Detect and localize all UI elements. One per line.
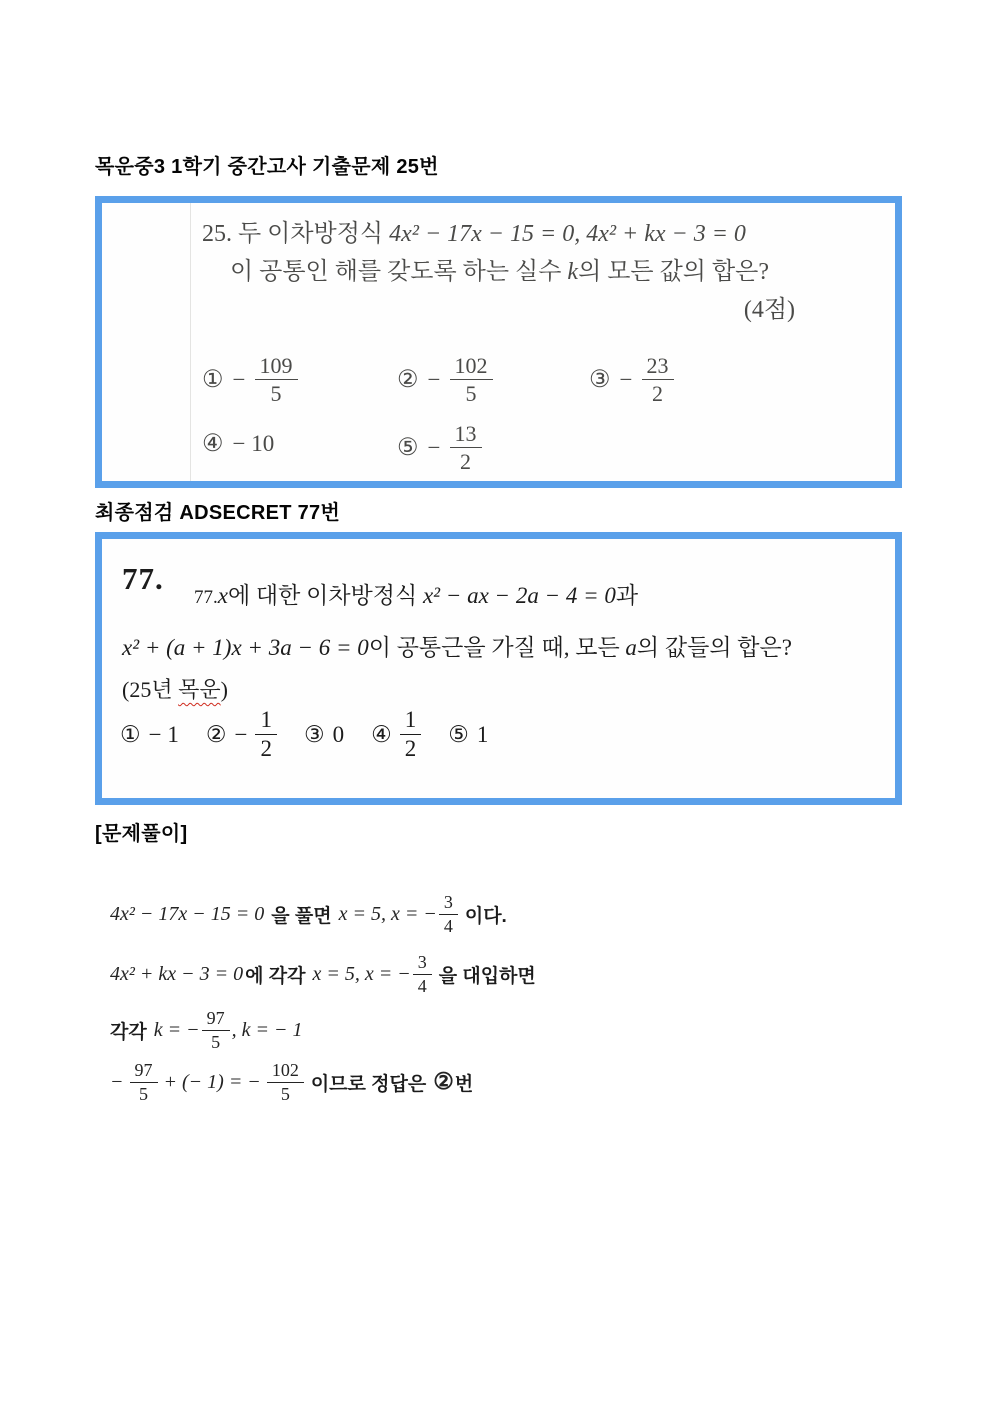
q25-choice-2-fraction: $\frac{102}{5}$	[450, 353, 493, 407]
q25-choice-3-fraction: $\frac{23}{2}$	[642, 353, 674, 407]
q77-choices-row	[120, 707, 488, 763]
q77-choice-2-fraction: $\frac{1}{2}$	[255, 707, 277, 763]
q77-line2-math: x² + (a + 1)x + 3a − 6 = 0	[122, 635, 369, 660]
q77-line1	[194, 577, 638, 610]
heading-q25: 목운중3 1학기 중간고사 기출문제 25번	[95, 156, 439, 178]
q25-choice-1	[202, 353, 298, 407]
q25-choice-5-fraction: $\frac{13}{2}$	[450, 421, 482, 475]
question-25-box	[95, 196, 902, 488]
sol4-fraction-1: $\frac{97}{5}$	[130, 1060, 158, 1104]
solution-line-4	[110, 1060, 473, 1104]
solution-line-2	[110, 952, 536, 996]
q77-line1-post: 과	[615, 583, 639, 608]
heading-q77: 최종점검 ADSECRET 77번	[95, 502, 341, 524]
q25-line2-var: k	[567, 259, 579, 285]
q25-line2	[230, 251, 769, 286]
q77-line1-prefix: 77.	[194, 587, 218, 608]
circled-1-icon: ①	[120, 721, 141, 747]
circled-1-icon: ①	[202, 367, 224, 394]
sol1-fraction: $\frac{3}{4}$	[439, 892, 458, 936]
sol3-fraction: $\frac{97}{5}$	[202, 1008, 230, 1052]
sol4-sum: − $\frac{97}{5}$ + (− 1) = − $\frac{102}{5}$	[110, 1060, 304, 1104]
q77-choice-5-value: 1	[476, 721, 489, 747]
q25-choice-3	[589, 353, 674, 407]
q77-line1-var: x	[217, 583, 228, 608]
q77-choice-4-fraction: $\frac{1}{2}$	[400, 707, 422, 763]
sol2-korean-post: 을 대입하면	[438, 965, 536, 987]
sol4-fraction-2: $\frac{102}{5}$	[267, 1060, 304, 1104]
q77-source-marked: 목운	[178, 677, 221, 702]
circled-5-icon: ⑤	[448, 721, 469, 747]
q25-line1-korean: 25. 두 이차방정식	[202, 221, 390, 247]
q77-choice-4	[371, 707, 421, 763]
sol2-fraction: $\frac{3}{4}$	[413, 952, 432, 996]
circled-4-icon: ④	[371, 721, 392, 747]
q77-source	[122, 673, 228, 704]
q25-line2-korean-post: 의 모든 값의 합은?	[578, 259, 770, 285]
q25-choice-2	[397, 353, 493, 407]
circled-4-icon: ④	[202, 431, 224, 457]
sol1-korean: 을 풀면	[271, 905, 332, 927]
q25-choice-1-fraction: $\frac{109}{5}$	[255, 353, 298, 407]
q25-points: (4점)	[743, 297, 795, 323]
q25-choice-2-sign: −	[427, 366, 441, 392]
q25-choice-4-value: − 10	[232, 430, 275, 456]
q25-line1-math: 4x² − 17x − 15 = 0, 4x² + kx − 3 = 0	[389, 221, 746, 247]
q77-line2	[122, 629, 792, 662]
q77-choice-3-value: 0	[332, 721, 345, 747]
sol3-korean: 각각	[110, 1021, 147, 1043]
circled-2-answer-icon: ②	[433, 1069, 454, 1095]
q25-choice-4	[202, 429, 274, 458]
q25-choice-3-sign: −	[619, 366, 633, 392]
sol3-k-values: k = − $\frac{97}{5}$ , k = − 1	[153, 1008, 303, 1052]
q77-choice-2-sign: −	[234, 721, 248, 747]
q77-line1-korean: 에 대한 이차방정식	[227, 583, 423, 608]
sol2-roots: x = 5, x = − $\frac{3}{4}$	[312, 952, 431, 996]
solution-line-3	[110, 1008, 302, 1052]
q25-choice-1-sign: −	[232, 366, 246, 392]
question-77-box	[95, 532, 902, 805]
solution-line-1	[110, 892, 507, 936]
q77-source-pre: (25년	[122, 677, 179, 702]
q25-line2-korean: 이 공통인 해를 갖도록 하는 실수	[230, 259, 568, 285]
q25-choice-5	[397, 421, 482, 475]
q25-line1	[202, 213, 746, 248]
q77-choice-2	[206, 707, 277, 763]
q77-line2-var: a	[625, 635, 637, 660]
circled-3-icon: ③	[589, 367, 611, 394]
q77-line2-post: 의 값들의 합은?	[636, 635, 792, 660]
sol2-head: 4x² + kx − 3 = 0 에 각각	[110, 962, 306, 987]
q77-line2-korean: 이 공통근을 가질 때, 모든	[368, 635, 626, 660]
q77-line1-math: x² − ax − 2a − 4 = 0	[422, 583, 616, 608]
sol1-roots: x = 5, x = − $\frac{3}{4}$	[339, 892, 458, 936]
q77-choice-1	[120, 722, 179, 748]
sol4-answer: ② 번	[433, 1069, 474, 1095]
solution-heading: [문제풀이]	[95, 823, 188, 845]
q77-source-post: )	[220, 677, 228, 702]
q77-number: 77.	[122, 561, 164, 596]
q77-choice-1-value: − 1	[148, 721, 179, 747]
q77-choice-5	[448, 722, 488, 748]
circled-5-icon: ⑤	[397, 435, 419, 462]
scan-edge-line	[190, 203, 191, 481]
q25-choice-5-sign: −	[427, 434, 441, 460]
sol1-equation: 4x² − 17x − 15 = 0	[110, 902, 265, 925]
circled-3-icon: ③	[303, 721, 325, 747]
sol1-korean-post: 이다.	[464, 905, 507, 927]
q77-choice-3	[304, 722, 344, 748]
circled-2-icon: ②	[397, 367, 419, 394]
sol4-korean: 이므로 정답은	[310, 1073, 427, 1095]
circled-2-icon: ②	[205, 721, 227, 747]
